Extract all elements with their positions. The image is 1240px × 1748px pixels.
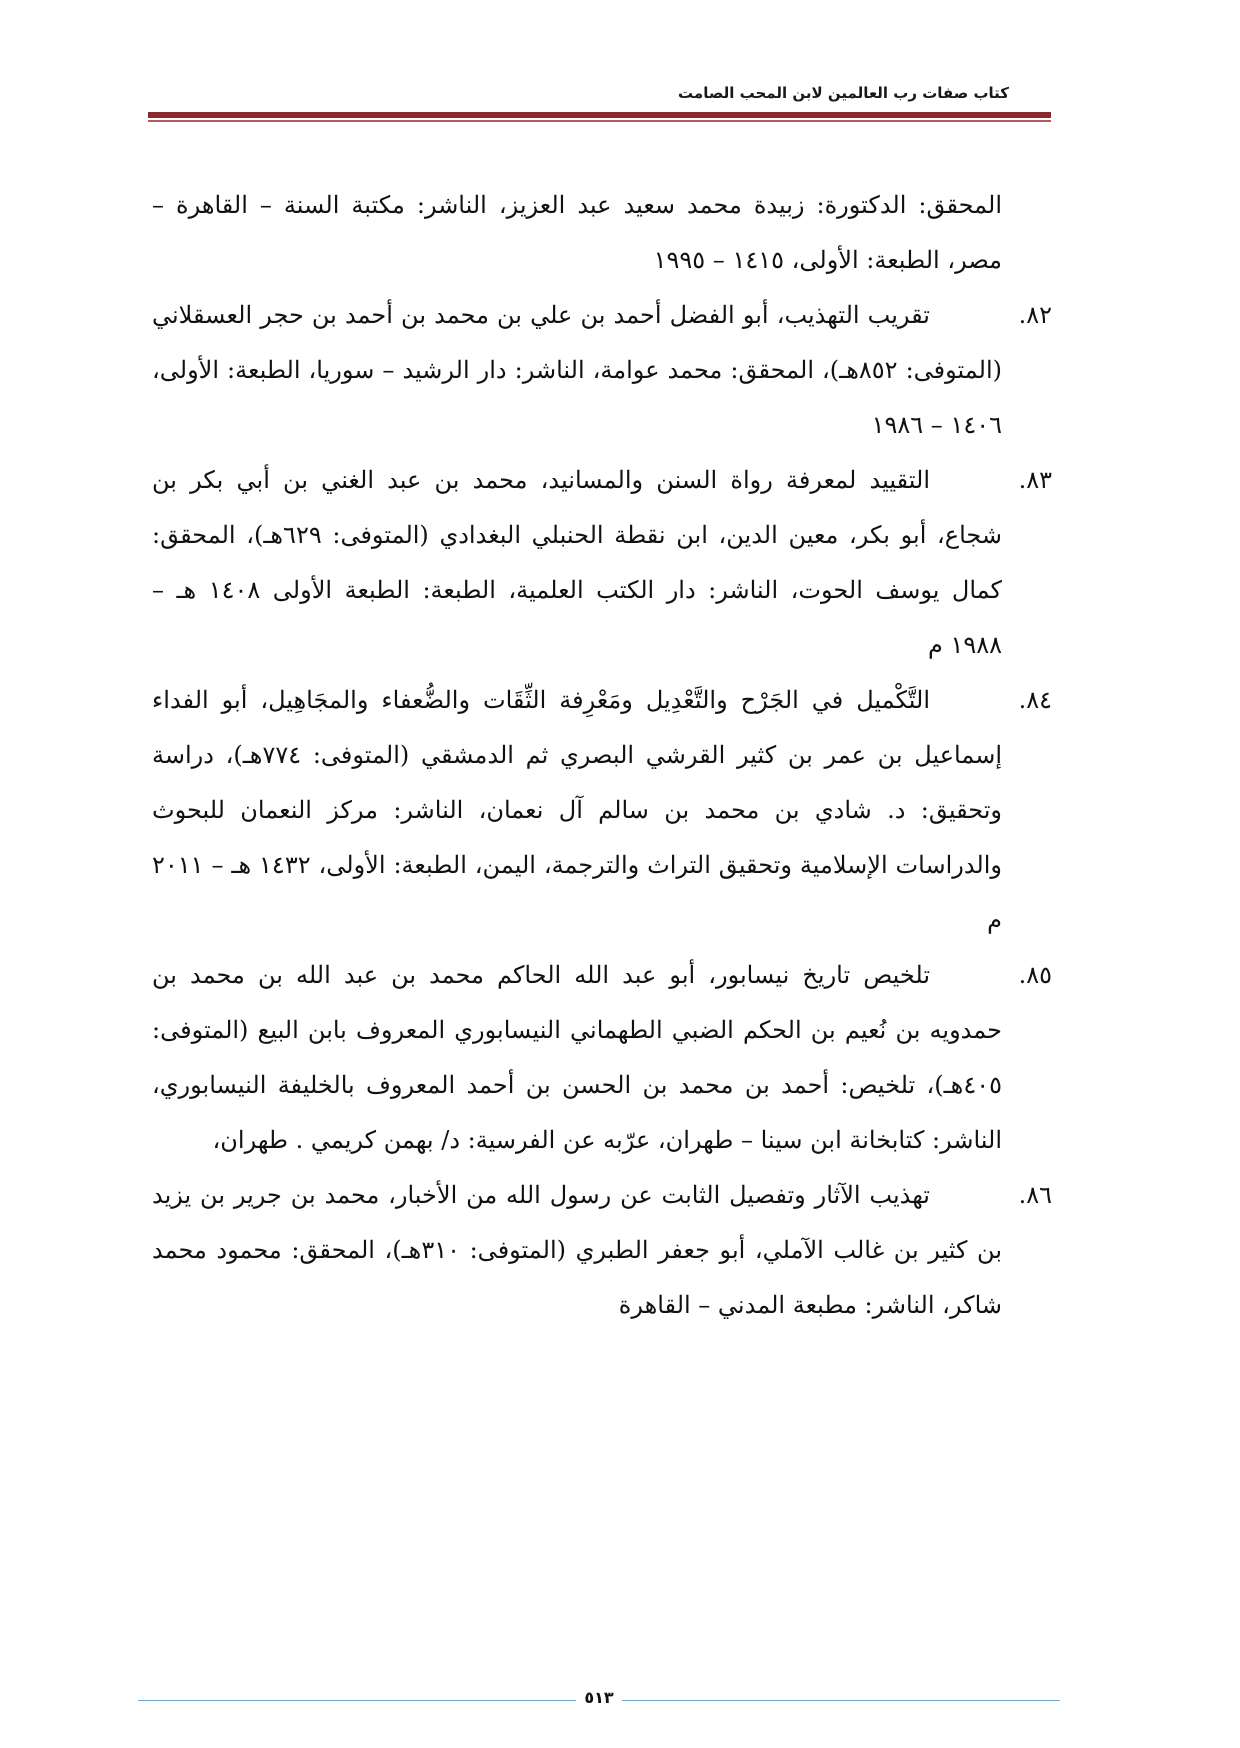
entry-text: التقييد لمعرفة رواة السنن والمسانيد، محمد بن عبد الغني بن أبي بكر بن شجاع، أبو بكر، معين الدين، ابن نقطة الحنبلي البغدادي (المتوفى: ٦٢٩هـ)، المحقق: كمال يوسف الحوت، الناشر: دار الكتب العلمية، الطبعة: الطبعة الأولى ١٤٠٨ هـ – ١٩٨٨ م [152, 466, 1003, 659]
entry-text: التَّكْميل في الجَرْح والتَّعْدِيل ومَعْرِفة الثِّقَات والضُّعفاء والمجَاهِيل، أبو الفداء إسماعيل بن عمر بن كثير القرشي البصري ثم الدمشقي (المتوفى: ٧٧٤هـ)، دراسة وتحقيق: د. شادي بن محمد بن سالم آل نعمان، الناشر: مركز النعمان للبحوث والدراسات الإسلامية وتحقيق التراث والترجمة، اليمن، الطبعة: الأولى، ١٤٣٢ هـ – ٢٠١١ م [152, 686, 1002, 934]
page-content [152, 178, 1052, 1333]
entry-number: ٨٣. [1018, 466, 1052, 494]
bibliography-entry [152, 288, 1052, 453]
entry-text: تلخيص تاريخ نيسابور، أبو عبد الله الحاكم محمد بن عبد الله بن محمد بن حمدويه بن نُعيم بن الحكم الضبي الطهماني النيسابوري المعروف بابن البيع (المتوفى: ٤٠٥هـ)، تلخيص: أحمد بن محمد بن الحسن بن أحمد المعروف بالخليفة النيسابوري، الناشر: كتابخانة ابن سينا – طهران، عرّبه عن الفرسية: د/ بهمن كريمي . طهران، [152, 961, 1002, 1154]
entry-number: ٨٢. [1018, 301, 1052, 329]
footer-rule-left [138, 1700, 576, 1701]
entry-number: ٨٥. [1018, 961, 1052, 989]
continuation-paragraph: المحقق: الدكتورة: زبيدة محمد سعيد عبد العزيز، الناشر: مكتبة السنة – القاهرة – مصر، الطبعة: الأولى، ١٤١٥ – ١٩٩٥ [152, 191, 1002, 274]
entry-number: ٨٦. [1018, 1181, 1052, 1209]
bibliography-entry [152, 948, 1052, 1168]
entry-text: تهذيب الآثار وتفصيل الثابت عن رسول الله من الأخبار، محمد بن جرير بن يزيد بن كثير بن غالب الآملي، أبو جعفر الطبري (المتوفى: ٣١٠هـ)، المحقق: محمود محمد شاكر، الناشر: مطبعة المدني – القاهرة [152, 1181, 1003, 1319]
bibliography-entry [152, 1168, 1052, 1333]
header-rule [148, 112, 1051, 118]
page-header [148, 78, 1051, 122]
bibliography-entry [152, 453, 1052, 673]
entry-number: ٨٤. [1018, 686, 1052, 714]
header-rule-thin [148, 120, 1051, 122]
entry-text: تقريب التهذيب، أبو الفضل أحمد بن علي بن محمد بن أحمد بن حجر العسقلاني (المتوفى: ٨٥٢هـ)، المحقق: محمد عوامة، الناشر: دار الرشيد – سوريا، الطبعة: الأولى، ١٤٠٦ – ١٩٨٦ [152, 301, 1002, 439]
book-title: كتاب صفات رب العالمين لابن المحب الصامت [678, 84, 1009, 102]
page-number: ٥١٣ [584, 1688, 614, 1707]
bibliography-entry [152, 673, 1052, 948]
page-footer [138, 1688, 1060, 1712]
